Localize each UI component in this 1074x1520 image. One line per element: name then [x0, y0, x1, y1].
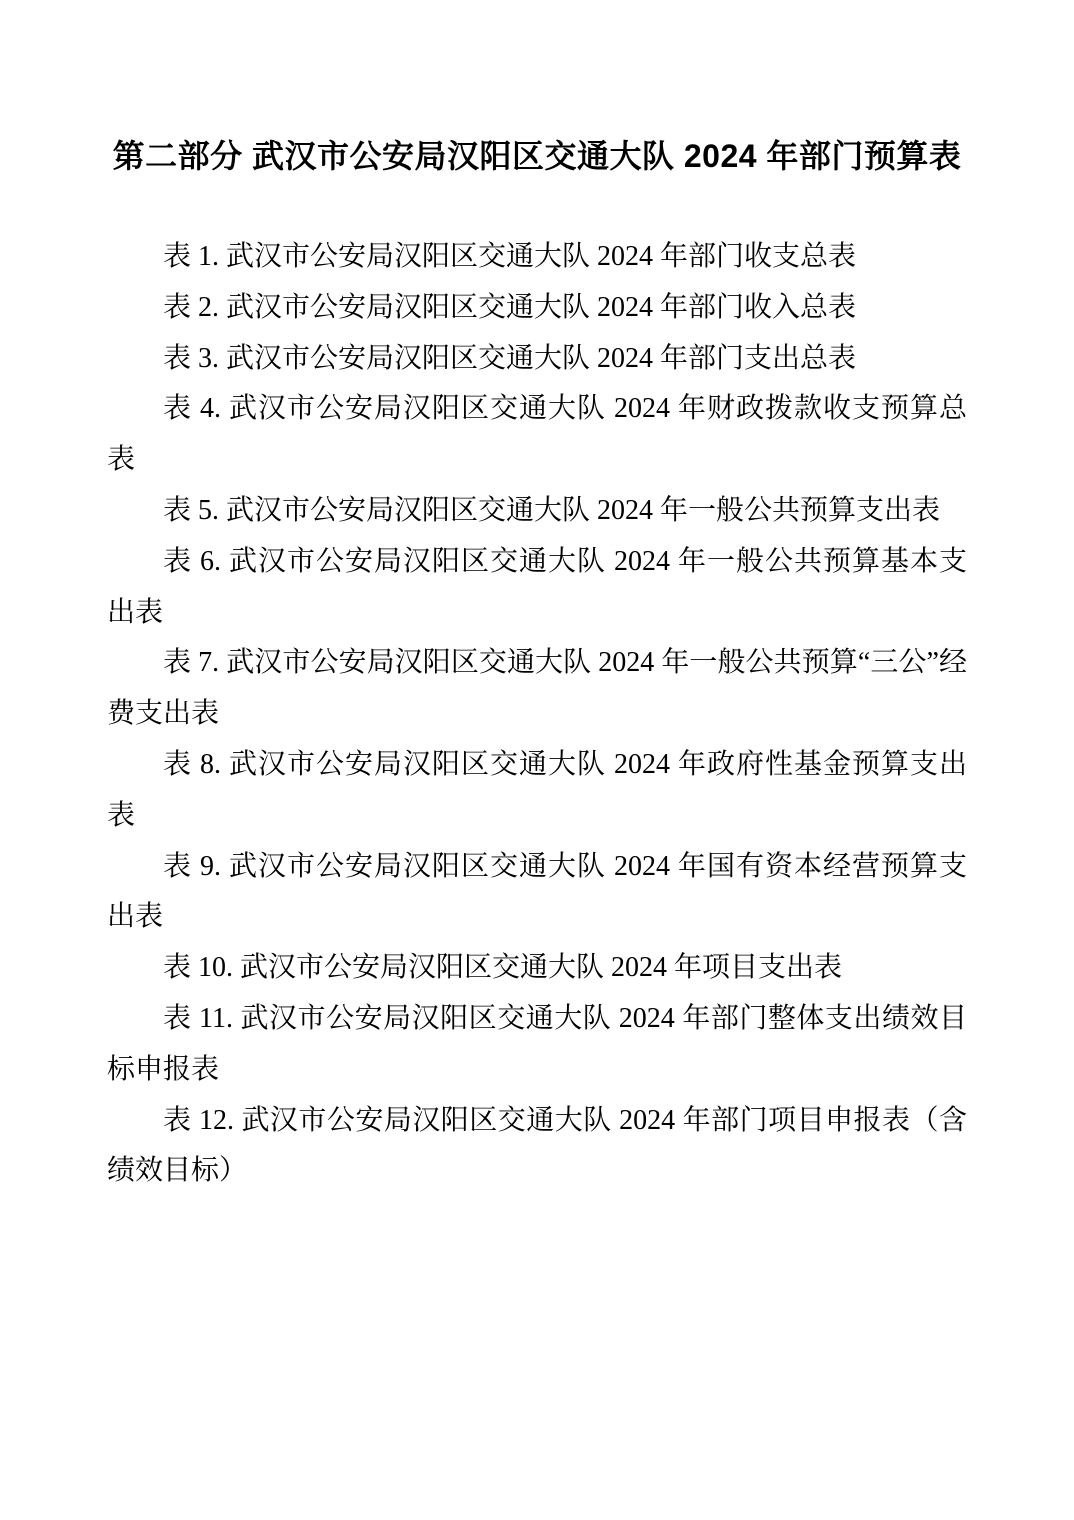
toc-item-4: 表 4. 武汉市公安局汉阳区交通大队 2024 年财政拨款收支预算总表 [107, 393, 967, 476]
page-title: 第二部分 武汉市公安局汉阳区交通大队 2024 年部门预算表 [112, 138, 962, 174]
toc-item-2: 表 2. 武汉市公安局汉阳区交通大队 2024 年部门收入总表 [163, 291, 857, 323]
toc-item-8: 表 8. 武汉市公安局汉阳区交通大队 2024 年政府性基金预算支出表 [107, 748, 967, 831]
toc-item-3: 表 3. 武汉市公安局汉阳区交通大队 2024 年部门支出总表 [163, 342, 857, 374]
toc-item-11: 表 11. 武汉市公安局汉阳区交通大队 2024 年部门整体支出绩效目标申报表 [107, 1002, 967, 1085]
toc-item-6: 表 6. 武汉市公安局汉阳区交通大队 2024 年一般公共预算基本支出表 [107, 545, 967, 628]
toc-item-7: 表 7. 武汉市公安局汉阳区交通大队 2024 年一般公共预算“三公”经费支出表 [107, 647, 967, 730]
toc-item-10: 表 10. 武汉市公安局汉阳区交通大队 2024 年项目支出表 [163, 952, 843, 984]
table-of-contents [107, 232, 967, 1197]
toc-item-9: 表 9. 武汉市公安局汉阳区交通大队 2024 年国有资本经营预算支出表 [107, 850, 967, 933]
toc-item-5: 表 5. 武汉市公安局汉阳区交通大队 2024 年一般公共预算支出表 [163, 494, 941, 526]
toc-item-12: 表 12. 武汉市公安局汉阳区交通大队 2024 年部门项目申报表（含绩效目标） [107, 1104, 967, 1187]
toc-item-1: 表 1. 武汉市公安局汉阳区交通大队 2024 年部门收支总表 [163, 241, 857, 272]
